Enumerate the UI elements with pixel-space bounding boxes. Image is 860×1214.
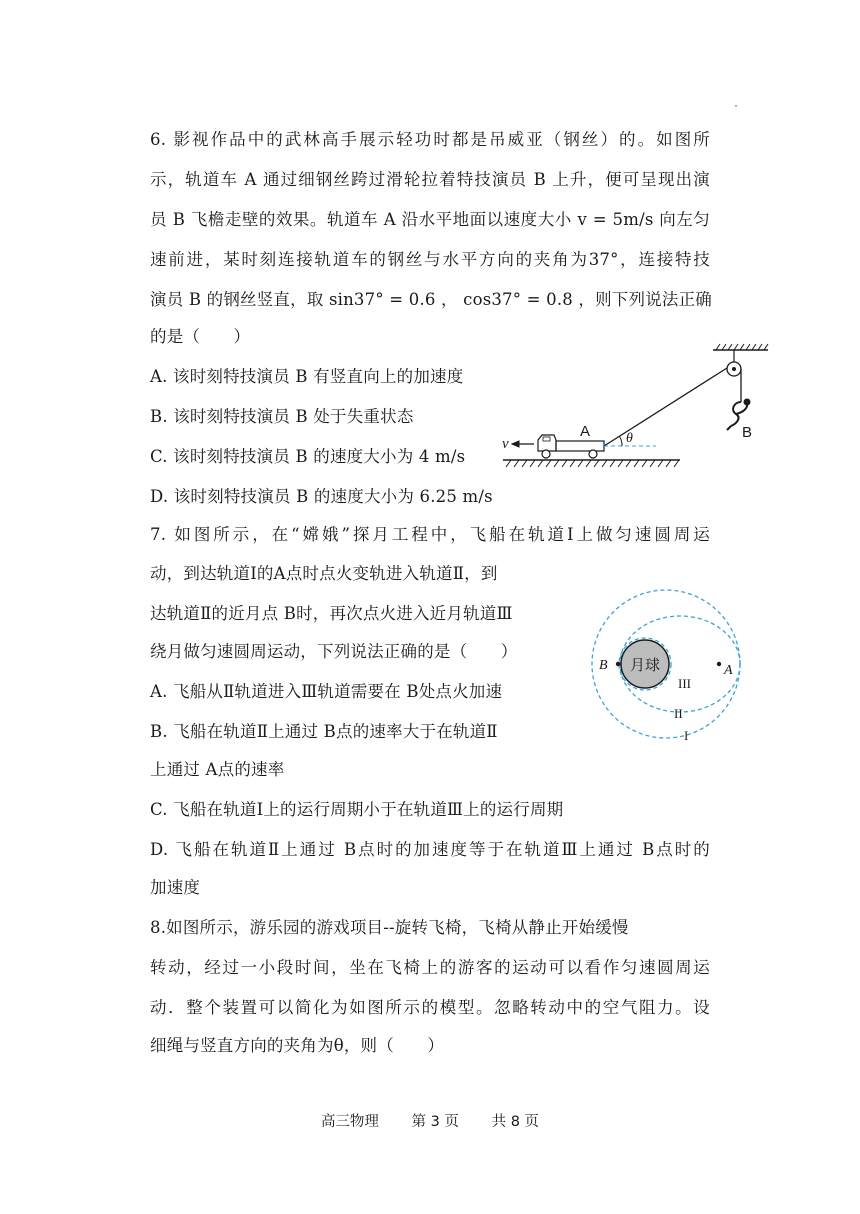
q7-option-d: D. 飞船在轨道Ⅱ上通过 B点时的加速度等于在轨道Ⅲ上通过 B点时的 bbox=[150, 840, 710, 859]
q7-line-2: 动，到达轨道Ⅰ的A点时点火变轨进入轨道Ⅱ，到 bbox=[150, 564, 498, 583]
q7-fig-label-b: B bbox=[599, 658, 608, 673]
q6-fig-label-theta: θ bbox=[626, 431, 633, 446]
q6-line-2: 示，轨道车 A 通过细钢丝跨过滑轮拉着特技演员 B 上升，便可呈现出演 bbox=[150, 170, 710, 189]
q7-fig-point-a bbox=[717, 662, 721, 666]
q8-line-1: 8.如图所示，游乐园的游戏项目--旋转飞椅，飞椅从静止开始缓慢 bbox=[150, 918, 629, 937]
q7-fig-label-orbit-3: III bbox=[678, 676, 691, 691]
q7-fig-label-orbit-2: II bbox=[674, 706, 683, 721]
q6-line-3: 员 B 飞檐走壁的效果。轨道车 A 沿水平地面以速度大小 v = 5m/s 向左匀 bbox=[150, 210, 710, 229]
q6-figure-pulley-cart bbox=[498, 340, 788, 475]
q7-option-b: B. 飞船在轨道Ⅱ上通过 B点的速率大于在轨道Ⅱ bbox=[150, 722, 498, 741]
footer-subject: 高三物理 bbox=[320, 1114, 379, 1130]
q7-fig-label-orbit-1: I bbox=[684, 728, 689, 743]
q6-fig-label-v: v bbox=[502, 436, 509, 452]
q6-option-d: D. 该时刻特技演员 B 的速度大小为 6.25 m/s bbox=[150, 487, 493, 506]
q7-option-d-cont: 加速度 bbox=[150, 878, 201, 897]
q7-option-c: C. 飞船在轨道Ⅰ上的运行周期小于在轨道Ⅲ上的运行周期 bbox=[150, 800, 564, 819]
q7-fig-point-b bbox=[616, 662, 620, 666]
scan-dot bbox=[735, 105, 737, 107]
q8-line-3: 动．整个装置可以简化为如图所示的模型。忽略转动中的空气阻力。设 bbox=[150, 998, 710, 1017]
q6-line-4: 速前进，某时刻连接轨道车的钢丝与水平方向的夹角为37°，连接特技 bbox=[150, 250, 710, 269]
q7-fig-label-a: A bbox=[724, 663, 733, 678]
q6-fig-label-b: B bbox=[742, 424, 753, 441]
q6-option-c: C. 该时刻特技演员 B 的速度大小为 4 m/s bbox=[150, 447, 466, 466]
q6-option-a: A. 该时刻特技演员 B 有竖直向上的加速度 bbox=[150, 367, 464, 386]
page-footer bbox=[0, 1110, 860, 1131]
q7-line-1: 7. 如图所示，在“嫦娥”探月工程中，飞船在轨道Ⅰ上做匀速圆周运 bbox=[150, 525, 710, 544]
q7-line-4: 绕月做匀速圆周运动，下列说法正确的是（ ） bbox=[150, 642, 518, 661]
footer-page-number: 第 3 页 bbox=[411, 1114, 459, 1130]
q7-option-b-cont: 上通过 A点的速率 bbox=[150, 760, 285, 779]
q6-option-b: B. 该时刻特技演员 B 处于失重状态 bbox=[150, 407, 414, 426]
q8-line-2: 转动，经过一小段时间，坐在飞椅上的游客的运动可以看作匀速圆周运 bbox=[150, 958, 710, 977]
q7-fig-moon-label: 月球 bbox=[629, 656, 661, 674]
q6-line-1: 6. 影视作品中的武林高手展示轻功时都是吊威亚（钢丝）的。如图所 bbox=[150, 130, 710, 149]
q7-line-3: 达轨道Ⅱ的近月点 B时，再次点火进入近月轨道Ⅲ bbox=[150, 604, 513, 623]
q6-line-6: 的是（ ） bbox=[150, 327, 251, 346]
footer-total-pages: 共 8 页 bbox=[491, 1114, 540, 1130]
q7-option-a: A. 飞船从Ⅱ轨道进入Ⅲ轨道需要在 B处点火加速 bbox=[150, 682, 503, 701]
q6-line-5: 演员 B 的钢丝竖直，取 sin37° = 0.6 ， cos37° = 0.8 ，则下列说法正确 bbox=[150, 290, 713, 309]
q6-fig-label-a: A bbox=[580, 423, 591, 440]
q7-figure-orbits bbox=[585, 582, 745, 750]
q8-line-4: 细绳与竖直方向的夹角为θ，则（ ） bbox=[150, 1036, 445, 1055]
